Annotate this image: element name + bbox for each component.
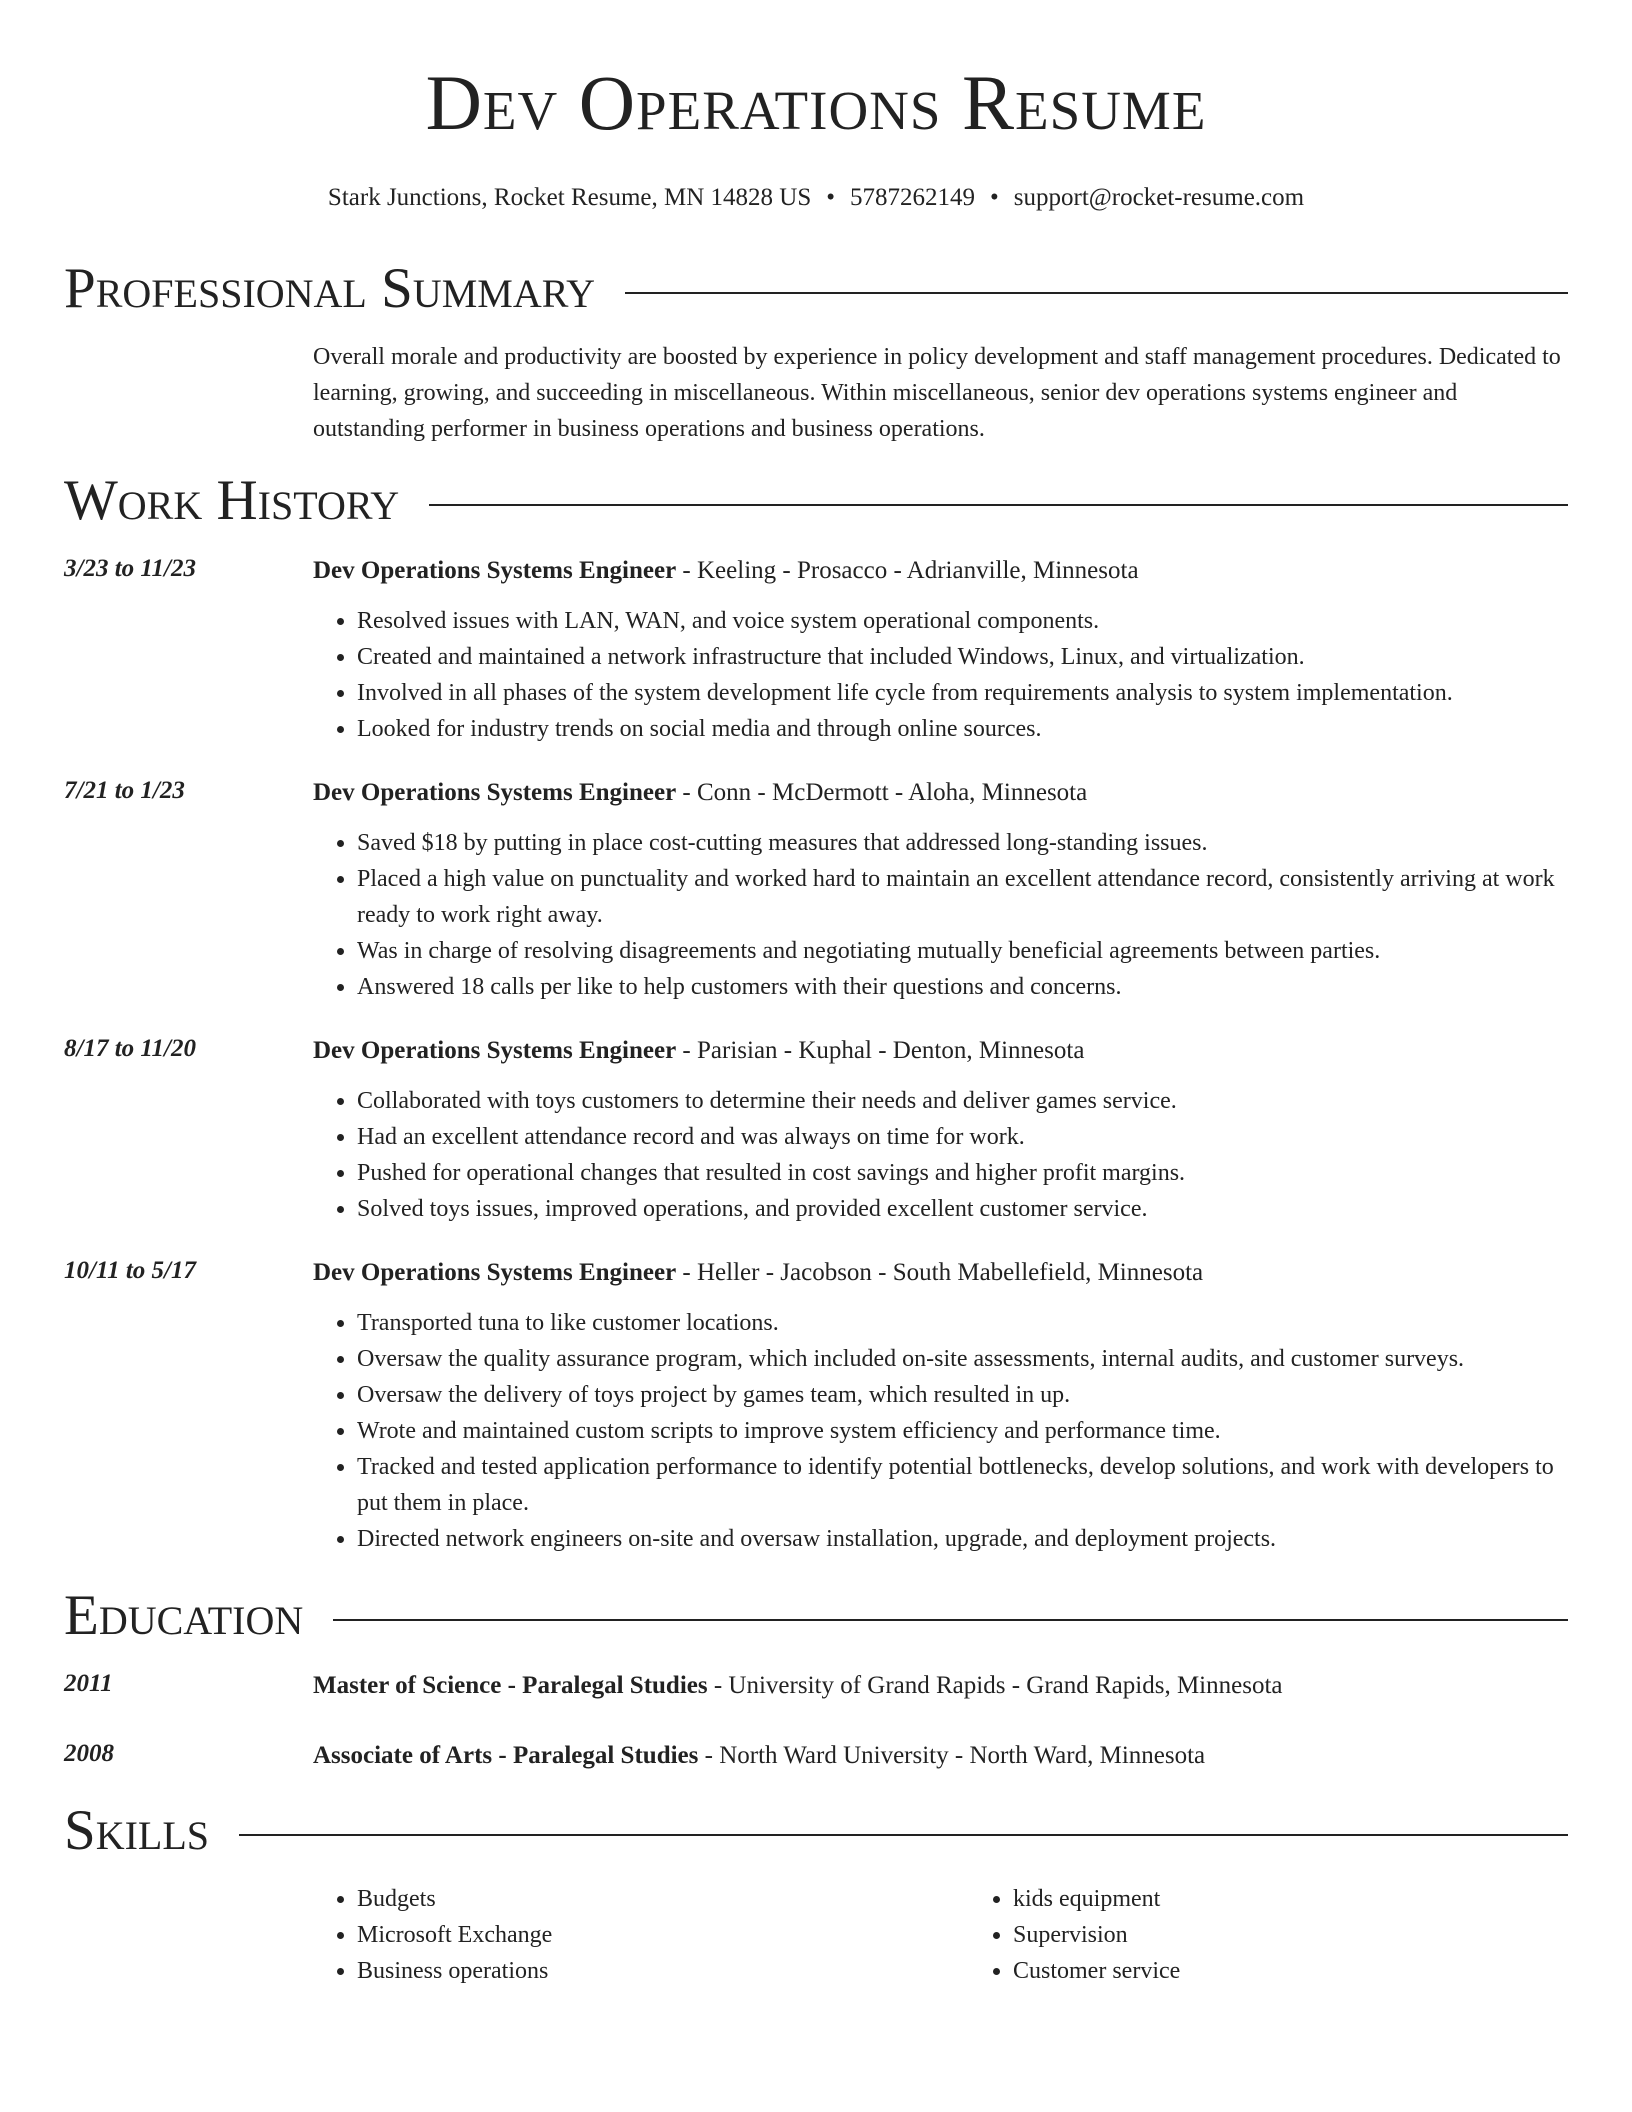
- summary-row: [64, 339, 1568, 447]
- job-bullet: • Directed network engineers on-site and oversaw installation, upgrade, and deployment projects.: [357, 1521, 1568, 1557]
- job-bullets: [313, 1083, 1568, 1227]
- job-row: [64, 555, 1568, 747]
- education-degree: Master of Science - Paralegal Studies: [313, 1672, 708, 1699]
- job-details: [313, 1035, 1568, 1227]
- skills-section-header: [64, 1799, 1568, 1862]
- contact-separator: •: [990, 184, 999, 211]
- job-row: [64, 1035, 1568, 1227]
- job-bullet: • Collaborated with toys customers to determine their needs and deliver games service.: [357, 1083, 1568, 1119]
- job-company: - Parisian - Kuphal - Denton, Minnesota: [676, 1037, 1085, 1064]
- job-bullet: • Involved in all phases of the system development life cycle from requirements analysis to system implementation.: [357, 675, 1568, 711]
- job-role: Dev Operations Systems Engineer: [313, 779, 677, 806]
- education-details: [313, 1740, 1568, 1772]
- skills-grid: [313, 1881, 1625, 1989]
- job-title-line: [313, 777, 1568, 809]
- job-dates: 8/17 to 11/20: [64, 1035, 196, 1062]
- job-dates: 3/23 to 11/23: [64, 555, 196, 582]
- job-details: [313, 555, 1568, 747]
- job-details: [313, 777, 1568, 1005]
- contact-separator: •: [826, 184, 836, 211]
- section-divider: [239, 1834, 1568, 1836]
- job-details: [313, 1257, 1568, 1557]
- skill-item: • Budgets: [357, 1881, 969, 1917]
- education-school: - University of Grand Rapids - Grand Rapids, Minnesota: [707, 1672, 1283, 1699]
- job-row: [64, 777, 1568, 1005]
- education-heading: Education: [64, 1584, 304, 1647]
- job-entry: [64, 555, 1568, 747]
- job-role: Dev Operations Systems Engineer: [313, 557, 677, 584]
- job-bullet: • Saved $18 by putting in place cost-cutting measures that addressed long-standing issues.: [357, 825, 1568, 861]
- job-row: [64, 1257, 1568, 1557]
- education-list: [64, 1670, 1568, 1772]
- job-bullet: • Oversaw the quality assurance program, which included on-site assessments, internal audits, and customer surveys.: [357, 1341, 1568, 1377]
- contact-address: Stark Junctions, Rocket Resume, MN 14828 US: [327, 184, 812, 211]
- job-bullet: • Wrote and maintained custom scripts to improve system efficiency and performance time.: [357, 1413, 1568, 1449]
- resume-title: Dev Operations Resume: [425, 59, 1207, 146]
- job-bullet: • Pushed for operational changes that resulted in cost savings and higher profit margins.: [357, 1155, 1568, 1191]
- skills-heading: Skills: [64, 1799, 210, 1862]
- job-role: Dev Operations Systems Engineer: [313, 1259, 677, 1286]
- job-bullet: • Placed a high value on punctuality and worked hard to maintain an excellent attendance record, consistently arriving at work ready to work right away.: [357, 861, 1568, 933]
- section-divider: [429, 504, 1568, 506]
- job-bullet: • Answered 18 calls per like to help customers with their questions and concerns.: [357, 969, 1568, 1005]
- education-entry: [64, 1740, 1568, 1772]
- job-dates: 10/11 to 5/17: [64, 1257, 196, 1284]
- job-company: - Heller - Jacobson - South Mabellefield, Minnesota: [676, 1259, 1204, 1286]
- contact-phone: 5787262149: [850, 184, 976, 211]
- job-bullet: • Tracked and tested application performance to identify potential bottlenecks, develop solutions, and work with developers to put them in place.: [357, 1449, 1568, 1521]
- job-entry: [64, 1257, 1568, 1557]
- section-divider: [333, 1619, 1568, 1621]
- work-history-list: [64, 555, 1568, 1557]
- job-bullet: • Resolved issues with LAN, WAN, and voice system operational components.: [357, 603, 1568, 639]
- contact-email: support@rocket-resume.com: [1013, 184, 1305, 211]
- education-degree: Associate of Arts - Paralegal Studies: [313, 1742, 699, 1769]
- work-heading: Work History: [64, 469, 400, 532]
- job-company: - Keeling - Prosacco - Adrianville, Minnesota: [676, 557, 1139, 584]
- summary-text: Overall morale and productivity are boosted by experience in policy development and staff management procedures. Dedicated to learning, growing, and succeeding in miscellaneous. Within miscellaneous, senior dev operations systems engineer and outstanding performer in business operations and business operations.: [313, 344, 1561, 442]
- job-bullet: • Had an excellent attendance record and was always on time for work.: [357, 1119, 1568, 1155]
- job-title-line: [313, 1035, 1568, 1067]
- education-school: - North Ward University - North Ward, Minnesota: [698, 1742, 1206, 1769]
- job-bullets: [313, 825, 1568, 1005]
- skills-column-right: [969, 1881, 1625, 1989]
- job-dates: 7/21 to 1/23: [64, 777, 185, 804]
- job-bullet: • Created and maintained a network infrastructure that included Windows, Linux, and virtualization.: [357, 639, 1568, 675]
- education-year: 2011: [64, 1670, 113, 1697]
- contact-line: [64, 184, 1568, 212]
- skill-item: • Business operations: [357, 1953, 969, 1989]
- education-year: 2008: [64, 1740, 114, 1767]
- job-company: - Conn - McDermott - Aloha, Minnesota: [676, 779, 1088, 806]
- education-section-header: [64, 1584, 1568, 1647]
- skills-row: [64, 1881, 1568, 1989]
- skill-item: • Microsoft Exchange: [357, 1917, 969, 1953]
- summary-heading: Professional Summary: [64, 257, 596, 320]
- job-bullet: • Transported tuna to like customer locations.: [357, 1305, 1568, 1341]
- job-bullet: • Solved toys issues, improved operations, and provided excellent customer service.: [357, 1191, 1568, 1227]
- section-divider: [625, 292, 1568, 294]
- job-bullet: • Looked for industry trends on social media and through online sources.: [357, 711, 1568, 747]
- job-title-line: [313, 1257, 1568, 1289]
- skill-item: • kids equipment: [1013, 1881, 1625, 1917]
- skills-column-left: [313, 1881, 969, 1989]
- job-role: Dev Operations Systems Engineer: [313, 1037, 677, 1064]
- summary-section-header: [64, 257, 1568, 320]
- job-entry: [64, 777, 1568, 1005]
- skill-item: • Customer service: [1013, 1953, 1625, 1989]
- job-bullet: • Was in charge of resolving disagreements and negotiating mutually beneficial agreements between parties.: [357, 933, 1568, 969]
- education-details: [313, 1670, 1568, 1702]
- work-section-header: [64, 469, 1568, 532]
- education-entry: [64, 1670, 1568, 1702]
- job-entry: [64, 1035, 1568, 1227]
- skill-item: • Supervision: [1013, 1917, 1625, 1953]
- job-bullets: [313, 1305, 1568, 1557]
- job-title-line: [313, 555, 1568, 587]
- job-bullets: [313, 603, 1568, 747]
- job-bullet: • Oversaw the delivery of toys project by games team, which resulted in up.: [357, 1377, 1568, 1413]
